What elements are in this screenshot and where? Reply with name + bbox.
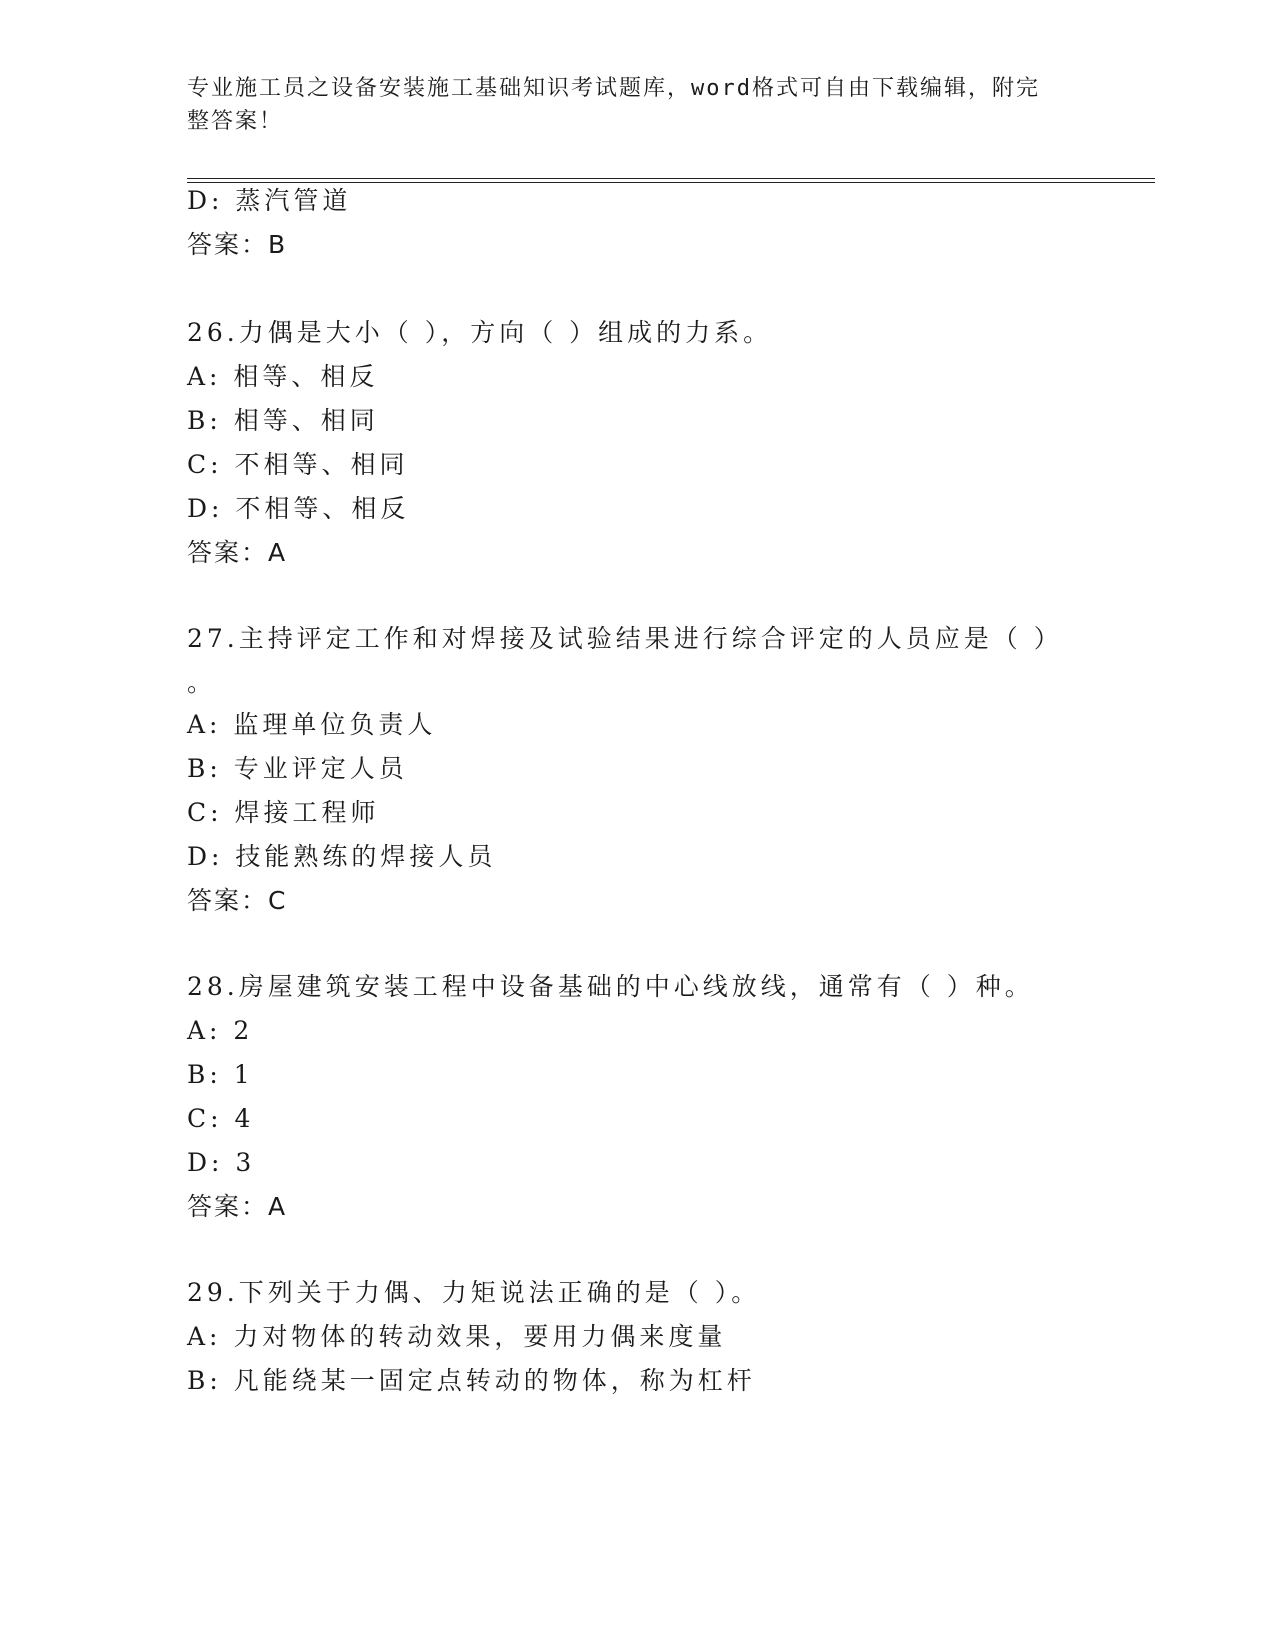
q27-option-b: B: 专业评定人员 [187,754,408,783]
q27-question: 27.主持评定工作和对焊接及试验结果进行综合评定的人员应是（ ） [187,624,1063,653]
q29-option-a: A: 力对物体的转动效果，要用力偶来度量 [187,1322,727,1351]
header-line-2: 整答案！ [187,109,284,134]
q27-option-a: A: 监理单位负责人 [187,710,437,739]
prev-option-d: D: 蒸汽管道 [187,186,352,215]
q29-question: 29.下列关于力偶、力矩说法正确的是（ ）。 [187,1278,761,1307]
q28-question: 28.房屋建筑安装工程中设备基础的中心线放线，通常有（ ）种。 [187,972,1034,1001]
q28-answer: 答案：A [187,1192,288,1221]
page-header [187,72,1067,138]
q26-option-c: C: 不相等、相同 [187,450,409,479]
q26-option-b: B: 相等、相同 [187,406,379,435]
q29-option-b: B: 凡能绕某一固定点转动的物体，称为杠杆 [187,1366,756,1395]
q28-option-b: B: 1 [187,1060,254,1089]
q27-question-cont: 。 [187,668,217,697]
q26-question: 26.力偶是大小（ ），方向（ ）组成的力系。 [187,318,773,347]
header-line-1: 专业施工员之设备安装施工基础知识考试题库，word格式可自由下载编辑，附完 [187,76,1040,101]
q27-option-c: C: 焊接工程师 [187,798,380,827]
q27-answer: 答案：C [187,886,288,915]
q28-option-c: C: 4 [187,1104,255,1133]
header-double-rule [187,178,1155,183]
q26-option-a: A: 相等、相反 [187,362,379,391]
q26-answer: 答案：A [187,538,288,567]
q28-option-a: A: 2 [187,1016,254,1045]
q27-option-d: D: 技能熟练的焊接人员 [187,842,497,871]
q28-option-d: D: 3 [187,1148,256,1177]
q26-option-d: D: 不相等、相反 [187,494,410,523]
prev-answer: 答案：B [187,230,288,259]
